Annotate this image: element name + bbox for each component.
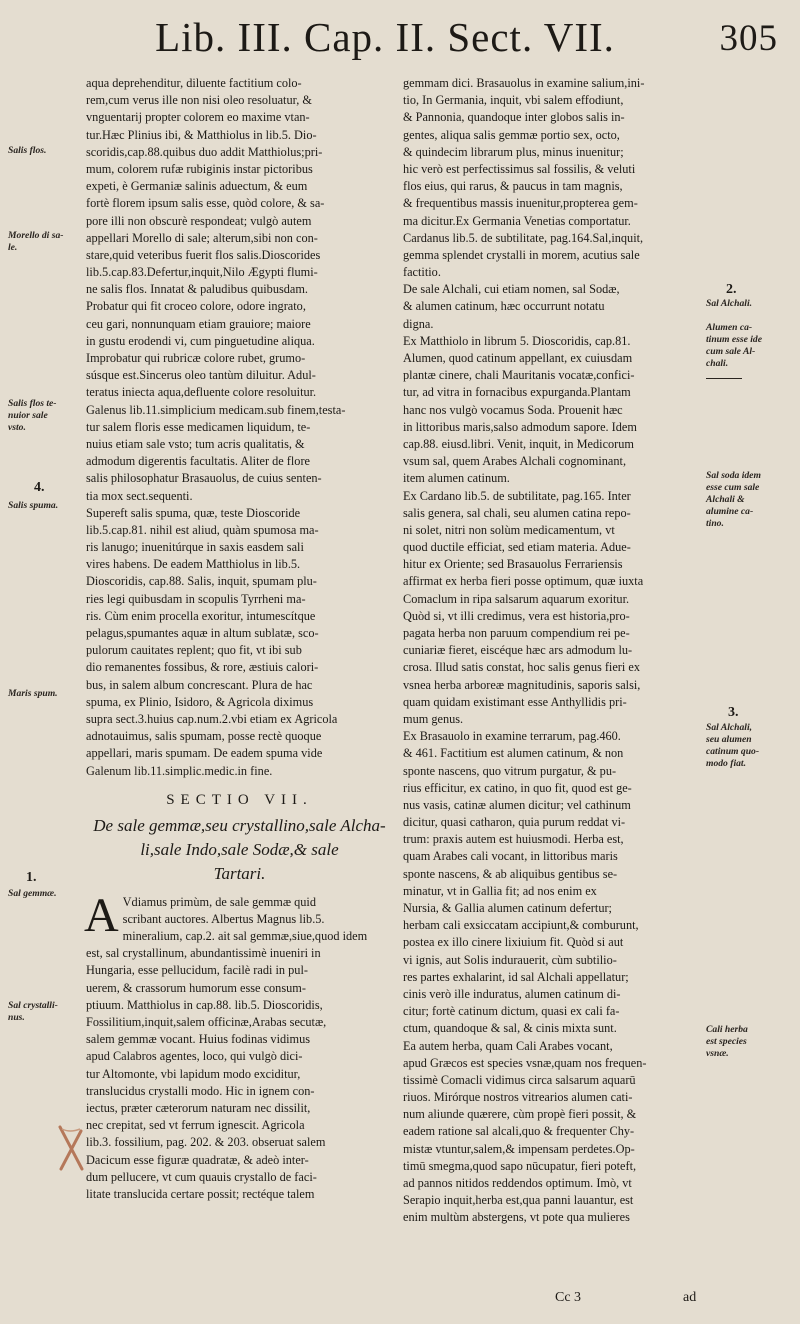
text-line: supra sect.3.huius cap.num.2.vbi etiam ex Agricola [86,711,338,726]
text-line: Dacicum esse figuræ quadratæ, & adeò inter- [86,1152,309,1167]
text-line: tur salem floris esse medicamen liquidum, te- [86,419,311,434]
section-body [84,888,393,1203]
text-line: & quindecim librarum plus, minus inuenitur; [403,144,624,159]
margin-note-right [706,722,796,770]
section-title-line: li,sale Indo,sale Sodæ,& sale [140,839,339,859]
text-line: lib.5.cap.83.Defertur,inquit,Nilo Ægypti flumi- [86,265,318,280]
text-line: ris. Cùm enim procella exoritur, intumescítque [86,608,316,623]
text-line: hic verò est perfectissimus sal fossilis, & veluti [403,161,636,176]
text-line: lib.3. fossilium, pag. 202. & 203. obseruat salem [86,1135,326,1150]
text-line: salem gemmæ vocant. Huius fodinas vidimus [86,1032,311,1047]
text-line: Galenus lib.11.simplicium medicam.sub finem,testa- [86,402,346,417]
text-line: item alumen catinum. [403,471,510,486]
text-line: spuma, ex Plinio, Isidoro, & Agricola diximus [86,694,314,709]
text-line: Cardanus lib.5. de subtilitate, pag.164.Sal,inquit, [403,230,644,245]
margin-note-number: 3. [728,705,739,720]
text-line: quod ductile efficiat, sed etiam materia. Adue- [403,540,631,555]
text-line: vi ignis, aut Solis indurauerit, cùm subtilio- [403,952,617,967]
text-line: appellari Morello di sale; alterum,sibi non con- [86,230,318,245]
text-line: Serapio inquit,herba est,qua panni lauantur, est [403,1193,634,1208]
text-line: apud Calabros agentes, loco, qui vulgò dici- [86,1049,303,1064]
text-line: dio remanentes fossibus, & rore, æstiuis calori- [86,660,319,675]
text-line: tia mox sect.sequenti. [86,488,193,503]
text-line: dum pellucere, vt cum quauis crystallo de faci- [86,1169,317,1184]
margin-note-text: Alumen ca- tinum esse ide cum sale Al- chali. [706,322,762,369]
handwritten-x-mark-icon [56,1125,86,1173]
text-line: gemmam dici. Brasauolus in examine salium,ini- [403,76,645,90]
text-line: quam Arabes cali vocant, in littoribus maris [403,849,618,864]
text-line: Hungaria, esse pellucidum, facilè radi in pul- [86,963,308,978]
text-line: mum genus. [403,711,464,726]
text-line: translucidus crystalli modo. Hic in ignem con- [86,1083,315,1098]
text-line: cinis verò ille induratus, alumen catinum di- [403,986,621,1001]
margin-note-text: Sal gemmæ. [8,888,57,899]
text-line: pulorum cauitates replent; quo fit, vt ibi sub [86,643,302,658]
text-line: mineralium, cap.2. ait sal gemmæ,siue,quod idem [122,929,368,944]
text-line: ptiuum. Matthiolus in cap.88. lib.5. Dioscoridis, [86,997,323,1012]
text-line: tur.Hæc Plinius ibi, & Matthiolus in lib.5. Dio- [86,127,317,142]
text-line: ad pannos nitidos reddendos optimum. Imò, vt [403,1176,632,1190]
text-line: & frequentibus massis inuenitur,propterea gem- [403,196,638,211]
text-line: gemma splendet crystalli in morem, acutius sale [403,247,640,262]
text-line: iectus, præter cæterorum naturam nec dissilit, [86,1100,311,1115]
text-line: Comaclum in ripa salsarum aquarum exoritur. [403,591,630,606]
text-line: pagata herba non paruum compendium rei pe- [403,626,630,640]
text-line: tur Altomonte, vbi lapidum modo exciditur, [86,1066,301,1081]
text-line: Probatur qui fit croceo colore, odore ingrato, [86,299,306,314]
text-line: Dioscoridis, cap.88. Salis, inquit, spumam plu- [86,574,317,589]
text-line: nec crepitat, sed vt ferrum ignescit. Agricola [86,1118,305,1133]
text-line: quam quidam existimant esse Anthyllidis pri- [403,694,627,709]
text-line: litate translucida certare possit; rectéque talem [86,1186,315,1201]
text-line: scoridis,cap.88.quibus duo addit Matthiolus;pri- [86,144,323,159]
text-line: appellari, maris spumam. De eadem spuma vide [86,746,323,761]
text-line: citur; fortè catinum dictum, quasi ex cali fa- [403,1004,620,1019]
text-line: expeti, è Germaniæ salinis aduectum, & eum [86,179,308,194]
text-line: Quòd si, vt illi credimus, vera est historia,pro- [403,608,630,623]
text-line: De sale Alchali, cui etiam nomen, sal Sodæ, [403,282,620,297]
margin-note-left [8,230,80,254]
text-line: in littoribus maris,salso admodum sapore. Idem [403,419,637,434]
text-line: postea ex illo cinere lixiuium fit. Quòd si aut [403,935,624,950]
text-line: Fossilitium,inquit,salem officinæ,Arabas secutæ, [86,1015,327,1029]
margin-note-left [8,688,80,700]
left-column-text-after [84,888,393,1203]
text-line: riuos. Mirórque nostros vitrearios alumen cati- [403,1090,633,1105]
text-line: ni solet, nitri non solùm medicamentum, vt [403,522,615,537]
section-title-line: Tartari. [213,863,266,883]
text-line: hanc nos vulgò vocamus Soda. Prouenit hæc [403,402,623,417]
text-line: gentes, aliqua salis gemmæ portio sex, octo, [403,127,620,142]
margin-note-left [8,145,80,157]
left-column [86,75,393,1203]
running-head [0,8,800,66]
text-line: stare,quid veteribus fuerit flos salis.Dioscorides [86,247,321,262]
drop-cap: A [84,888,119,942]
text-line: mistæ vtuntur,salem,& impensam perdetes.Op- [403,1141,635,1156]
margin-note-text: Sal soda idem esse cum sale Alchali & alumine ca- tino. [706,470,761,529]
text-line: plantæ cinere, chali Mauritanis vocatæ,confici- [403,368,635,383]
text-line: uerem, & crassorum humorum esse consum- [86,980,306,995]
text-line: nuius etiam sale vsto; tum acris qualitatis, & [86,436,305,451]
margin-note-right [706,470,796,530]
text-line: Improbatur qui rubricæ colore rubet, grumo- [86,351,306,365]
text-line: vnguentarij propter colorem eo maxime vtan- [86,110,310,125]
text-line: ma dicitur.Ex Germania Venetias comportatur. [403,213,631,228]
margin-note-text: Sal Alchali, seu alumen catinum quo- modo fiat. [706,722,760,769]
margin-note-number: 2. [726,282,737,297]
text-line: tio, In Germania, inquit, vbi salem effodiunt, [403,93,624,108]
text-line: admodum digerentis facultatis. Aliter de flore [86,454,311,469]
text-line: Alumen, quod catinum appellant, ex cuiusdam [403,351,633,365]
text-line: salis genera, sal chali, seu alumen catina repo- [403,505,631,520]
text-line: Vdiamus primùm, de sale gemmæ quid [122,894,316,909]
margin-note-number: 4. [34,480,45,495]
text-line: crosa. Illud satis constat, hoc salis genus fieri ex [403,660,640,675]
margin-note-left [8,398,80,434]
left-column-text [86,75,393,780]
text-line: rem,cum verus ille non nisi oleo resoluatur, & [86,93,312,108]
text-line: vsum sal, quem Arabes Alchali cognominant, [403,454,627,469]
text-line: Ex Matthiolo in librum 5. Dioscoridis, cap.81. [403,333,631,348]
page-number: 305 [719,18,778,59]
text-line: sponte nascens, quo vitrum purgatur, & pu- [403,763,617,778]
right-column-text [403,75,702,1227]
text-line: ris lanugo; inuenitúrque in saxis easdem sali [86,540,304,555]
signature-mark: Cc 3 [555,1290,582,1305]
text-line: minatur, vt in Gallia fit; ad nos enim ex [403,883,597,898]
text-line: nus vasis, catinæ alumen dicitur; vel cathinum [403,797,631,812]
margin-note-right [706,322,796,370]
text-line: ctum, quandoque & sal, & cinis mixta sunt. [403,1021,617,1036]
text-line: cap.88. eiusd.libri. Venit, inquit, in Medicorum [403,436,634,451]
text-line: tissimè Comacli vidimus circa salsarum aquarū [403,1072,636,1087]
margin-note-text: Sal crystalli- nus. [8,1000,58,1023]
section-label: SECTIO VII. [166,791,313,808]
text-line: tur, ad vitra in fornacibus expurganda.Plantam [403,385,631,400]
text-line: súsque est.Sincerus oleo tantùm diluitur. Adul- [86,368,316,383]
margin-note-text: Sal Alchali. [706,298,753,309]
margin-note-left [8,888,80,900]
margin-note-text: Salis spuma. [8,500,59,511]
text-line: Ex Cardano lib.5. de subtilitate, pag.165. Inter [403,488,631,503]
text-line: salis philosophatur Brasauolus, de cuius senten- [86,471,322,486]
text-line: Supereft salis spuma, quæ, teste Dioscoride [86,505,301,520]
text-line: pelagus,spumantes aquæ in altum sublatæ, sco- [86,626,319,640]
text-line: lib.5.cap.81. nihil est aliud, quàm spumosa ma- [86,522,319,537]
catchword: ad [683,1290,697,1305]
text-line: est, sal crystallinum, abundantissimè inueniri in [86,946,321,961]
text-line: eadem ratione sal alcali,quo & frequenter Chy- [403,1124,635,1139]
text-line: factitio. [403,265,441,280]
text-line: herbam cali exsiccatam accipiunt,& comburunt, [403,918,639,933]
text-line: in gustu erodendi vi, cum pinguetudine aliqua. [86,333,315,348]
text-line: mum, colorem rufæ rubiginis instar pictoribus [86,161,313,176]
text-line: sponte nascens, & ab aliquibus gentibus se- [403,866,618,881]
margin-note-right [706,1024,796,1060]
text-line: affirmat ex herba fieri posse optimum, quæ iuxta [403,574,644,589]
margin-note-right [706,298,796,310]
text-line: hitur ex Oriente; sed Brasauolus Ferrariensis [403,557,623,572]
margin-note-number: 1. [26,870,37,885]
section-title [86,814,393,886]
text-line: Nursia, & Gallia alumen catinum defertur; [403,901,612,915]
text-line: ne salis flos. Innatat & paludibus quibusdam. [86,282,308,297]
text-line: aqua deprehenditur, diluente factitium colo- [86,76,302,90]
text-line: vsnea herba arboreæ magnitudinis, saporis salsi, [403,677,641,692]
text-line: scribant auctores. Albertus Magnus lib.5. [122,911,325,926]
text-line: vires habens. De eadem Matthiolus in lib.5. [86,557,301,572]
text-line: & 461. Factitium est alumen catinum, & non [403,746,624,761]
text-line: & Pannonia, quandoque inter globos salis in- [403,110,625,125]
margin-rule [706,378,742,379]
margin-note-left [8,500,80,512]
text-line: & alumen catinum, hæc occurrunt notatu [403,299,605,314]
text-line: num aliunde quærere, cùm propè fieri possit, & [403,1107,637,1122]
text-line: ceu gari, nonnunquam etiam grauiore; maiore [86,316,311,331]
text-line: pore illi non obscurè respondeat; vulgò autem [86,213,312,228]
text-line: ries legi quibusdam in scopulis Tyrrheni ma- [86,591,306,606]
margin-note-text: Morello di sa- le. [8,230,64,253]
text-line: Ex Brasauolo in examine terrarum, pag.460. [403,729,621,744]
margin-note-text: Cali herba est species vsnæ. [706,1024,748,1059]
text-line: Ea autem herba, quam Cali Arabes vocant, [403,1038,613,1053]
text-line: rius efficitur, ex catino, in quo fit, quod est ge- [403,780,632,795]
text-line: flos eius, qui rarus, & paucus in tam magnis, [403,179,623,194]
margin-note-left [8,1000,80,1024]
text-line: Galenum lib.11.simplic.medic.in fine. [86,763,273,778]
text-line: res partes exhalarint, id sal Alchali appellatur; [403,969,629,984]
text-line: trum: praxis autem est huiusmodi. Herba est, [403,832,624,847]
text-line: enim multùm abstergens, vt pote qua mulieres [403,1210,630,1225]
right-column [403,75,702,1227]
text-line: dicitur, quasi catharon, quia purum reddat vi- [403,815,626,830]
text-line: teratus iniecta aqua,defluente colore resoluitur. [86,385,317,400]
margin-note-text: Maris spum. [8,688,58,699]
text-line: digna. [403,316,434,331]
running-head-title: Lib. III. Cap. II. Sect. VII. [155,14,615,60]
margin-note-text: Salis flos. [8,145,47,156]
text-line: apud Græcos est species vsnæ,quam nos frequen- [403,1055,647,1070]
margin-note-text: Salis flos te- nuior sale vsto. [8,398,57,433]
section-title-line: De sale gemmæ,seu crystallino,sale Alcha- [93,815,386,835]
text-line: adnotauimus, salis spumam, posse rectè quoque [86,729,322,744]
text-line: bus, in salem album concrescant. Plura de hac [86,677,313,692]
text-line: cuniariæ fieret, eiscéque hæc ars admodum lu- [403,643,633,658]
text-line: timū smegma,quod sapo nūcupatur, fieri poteft, [403,1158,637,1173]
text-line: fortè florem ipsum salis esse, quòd colore, & sa- [86,196,325,211]
